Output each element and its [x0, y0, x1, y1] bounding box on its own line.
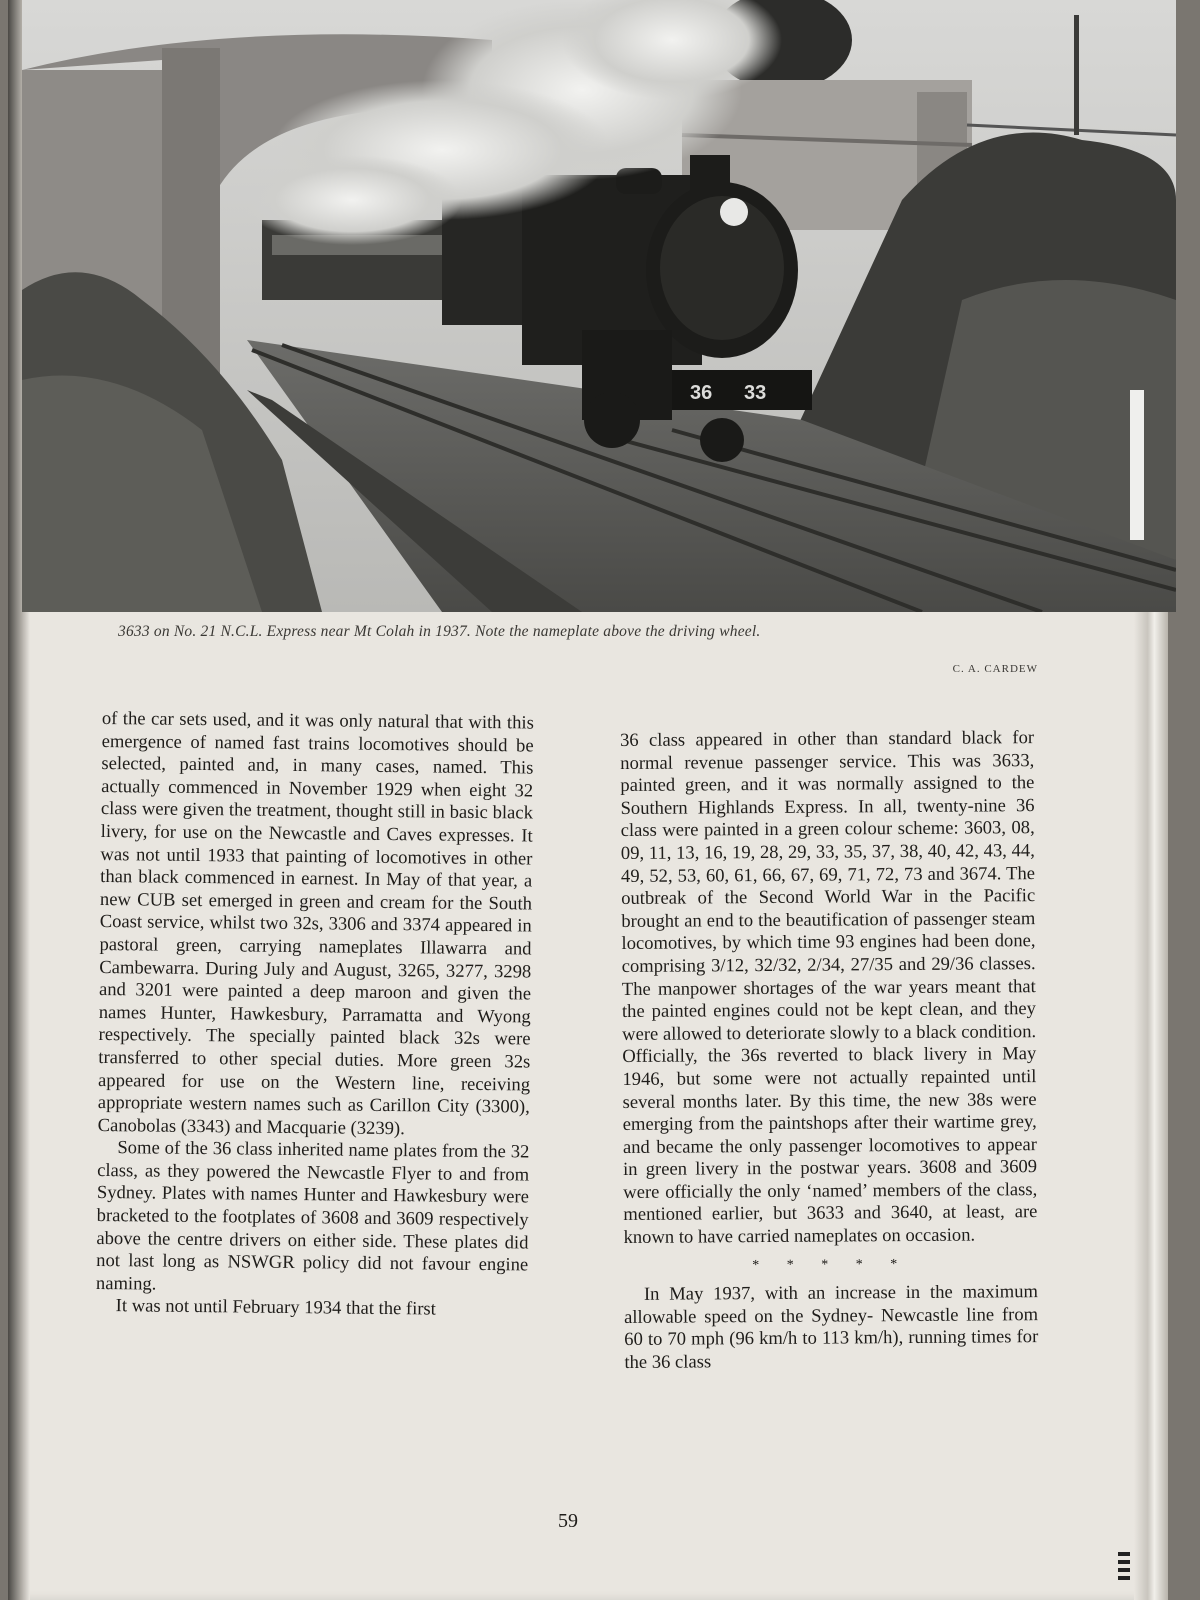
- loco-number-right: 33: [744, 382, 767, 404]
- text-column-right: [620, 727, 1038, 1374]
- photo-caption: 3633 on No. 21 N.C.L. Express near Mt Colah in 1937. Note the nameplate above the driving wheel.: [118, 623, 761, 640]
- locomotive-photograph: [22, 0, 1176, 612]
- book-page: [8, 0, 1168, 1600]
- photo-credit: C. A. CARDEW: [952, 663, 1038, 675]
- paragraph: It was not until February 1934 that the first: [115, 1295, 437, 1320]
- paragraph: Some of the 36 class inherited name plates from the 32 class, as they powered the Newcastle Flyer to and from Sydney. Plates with names Hunter and Hawkesbury were bracketed to the footplates of 3608 and 3609 respectively above the centre drivers on either side. These plates did not last long as NSWGR policy did not favour engine naming.: [95, 1137, 530, 1295]
- paragraph: 36 class appeared in other than standard black for normal revenue passenger service. This was 3633, painted green, and it was normally assigned to the Southern Highlands Express. In all, twenty-nine 36 class were painted in a green colour scheme: 3603, 08, 09, 11, 13, 16, 19, 28, 29, 33, 35, 37, 38, 40, 42, 43, 44, 49, 52, 53, 60, 61, 66, 67, 69, 71, 72, 73 and 3674. The outbreak of the Second World War in the Pacific brought an end to the beautification of passenger steam locomotives, by which time 93 engines had been done, comprising 3/12, 32/32, 2/34, 27/35 and 29/36 classes. The manpower shortages of the war years meant that the painted engines could not be kept clean, and they were allowed to deteriorate slowly to a black condition. Officially, the 36s reverted to black livery in May 1946, but some were not actually repainted until several months later. By this time, the new 38s were emerging from the paintshops after their wartime grey, and became the only passenger locomotives to appear in green livery in the postwar years. 3608 and 3609 were officially the only ‘named’ members of the class, mentioned earlier, but 3633 and 3640, at least, are known to have carried nameplates on occasion.: [620, 727, 1038, 1249]
- loco-number-left: 36: [690, 382, 713, 404]
- page-number: 59: [558, 1510, 578, 1532]
- paragraph: of the car sets used, and it was only natural that with this emergence of named fast trains locomotives should be selected, painted and, in many cases, named. This actually commenced in November 1929 when eight 32 class were given the treatment, thought still in basic black livery, for use on the Newcastle and Caves expresses. It was not until 1933 that painting of locomotives in other than black commenced in earnest. In May of that year, a new CUB set emerged in green and cream for the South Coast service, whilst two 32s, 3306 and 3374 appeared in pastoral green, carrying nameplates Illawarra and Cambewarra. During July and August, 3265, 3277, 3298 and 3201 were painted a deep maroon and given the names Hunter, Hawkesbury, Parramatta and Wyong respectively. The specially painted black 32s were transferred to other special duties. More green 32s appeared for use on the Western line, receiving appropriate western names such as Carillon City (3300), Canobolas (3343) and Macquarie (3239).: [97, 708, 534, 1139]
- text-column-left: [96, 708, 534, 1323]
- paragraph: In May 1937, with an increase in the maximum allowable speed on the Sydney- Newcastle line from 60 to 70 mph (96 km/h to 113 km/h), running times for the 36 class: [624, 1281, 1039, 1374]
- section-break: * * * * *: [752, 1256, 910, 1273]
- edge-marks: [1118, 1552, 1130, 1582]
